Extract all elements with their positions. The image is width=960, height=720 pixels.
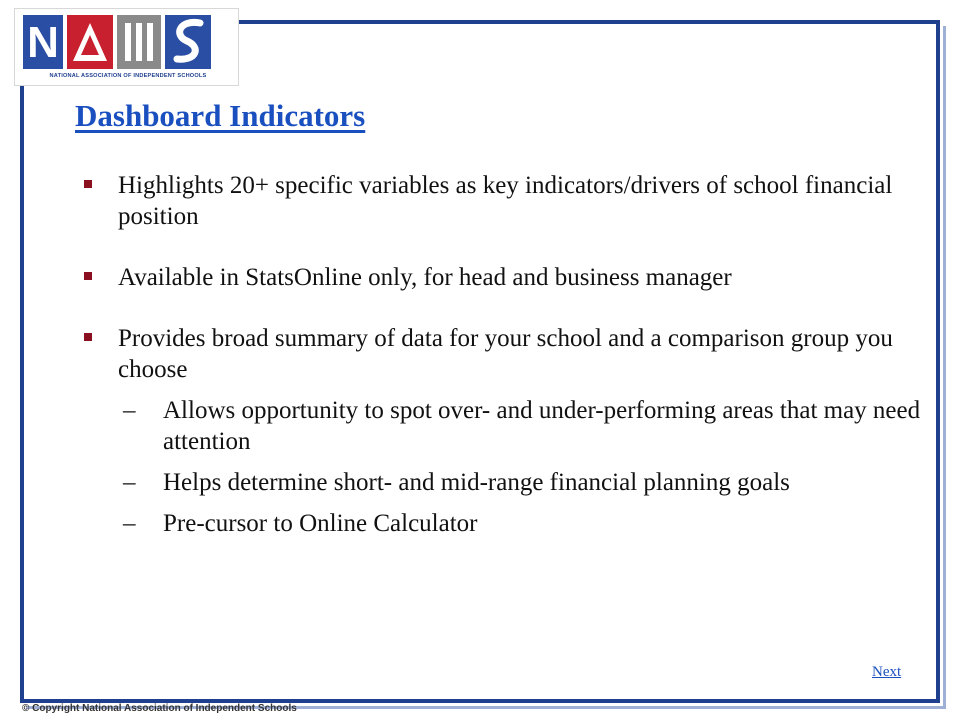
logo-caption: NATIONAL ASSOCIATION OF INDEPENDENT SCHOOLS bbox=[49, 73, 207, 79]
dash-marker: – bbox=[123, 397, 136, 424]
dash-marker: – bbox=[123, 510, 136, 537]
copyright-footer: © Copyright National Association of Independent Schools bbox=[22, 703, 297, 714]
sub-bullet-item bbox=[123, 508, 923, 539]
svg-text:N: N bbox=[27, 18, 59, 67]
sub-bullet-text: Helps determine short- and mid-range financial planning goals bbox=[163, 469, 790, 496]
bullet-text: Provides broad summary of data for your school and a comparison group you choose bbox=[118, 325, 893, 383]
bullet-list bbox=[80, 170, 920, 549]
bullet-square-icon bbox=[84, 180, 92, 188]
sub-bullet-list bbox=[80, 395, 920, 539]
sub-bullet-text: Pre-cursor to Online Calculator bbox=[163, 510, 478, 537]
sub-bullet-item bbox=[123, 395, 923, 457]
sub-bullet-text: Allows opportunity to spot over- and under-performing areas that may need attention bbox=[163, 397, 921, 455]
bullet-text: Highlights 20+ specific variables as key indicators/drivers of school financial position bbox=[118, 172, 893, 230]
nais-logo-mark bbox=[15, 9, 240, 73]
next-link[interactable]: Next bbox=[872, 664, 902, 680]
dash-marker: – bbox=[123, 469, 136, 496]
slide-title: Dashboard Indicators bbox=[75, 98, 366, 133]
nais-logo bbox=[14, 8, 239, 86]
bullet-square-icon bbox=[84, 272, 92, 280]
bullet-square-icon bbox=[84, 333, 92, 341]
bullet-item bbox=[80, 262, 920, 293]
bullet-text: Available in StatsOnline only, for head and business manager bbox=[118, 264, 732, 291]
bullet-item bbox=[80, 323, 920, 385]
bullet-item bbox=[80, 170, 920, 232]
sub-bullet-item bbox=[123, 467, 923, 498]
